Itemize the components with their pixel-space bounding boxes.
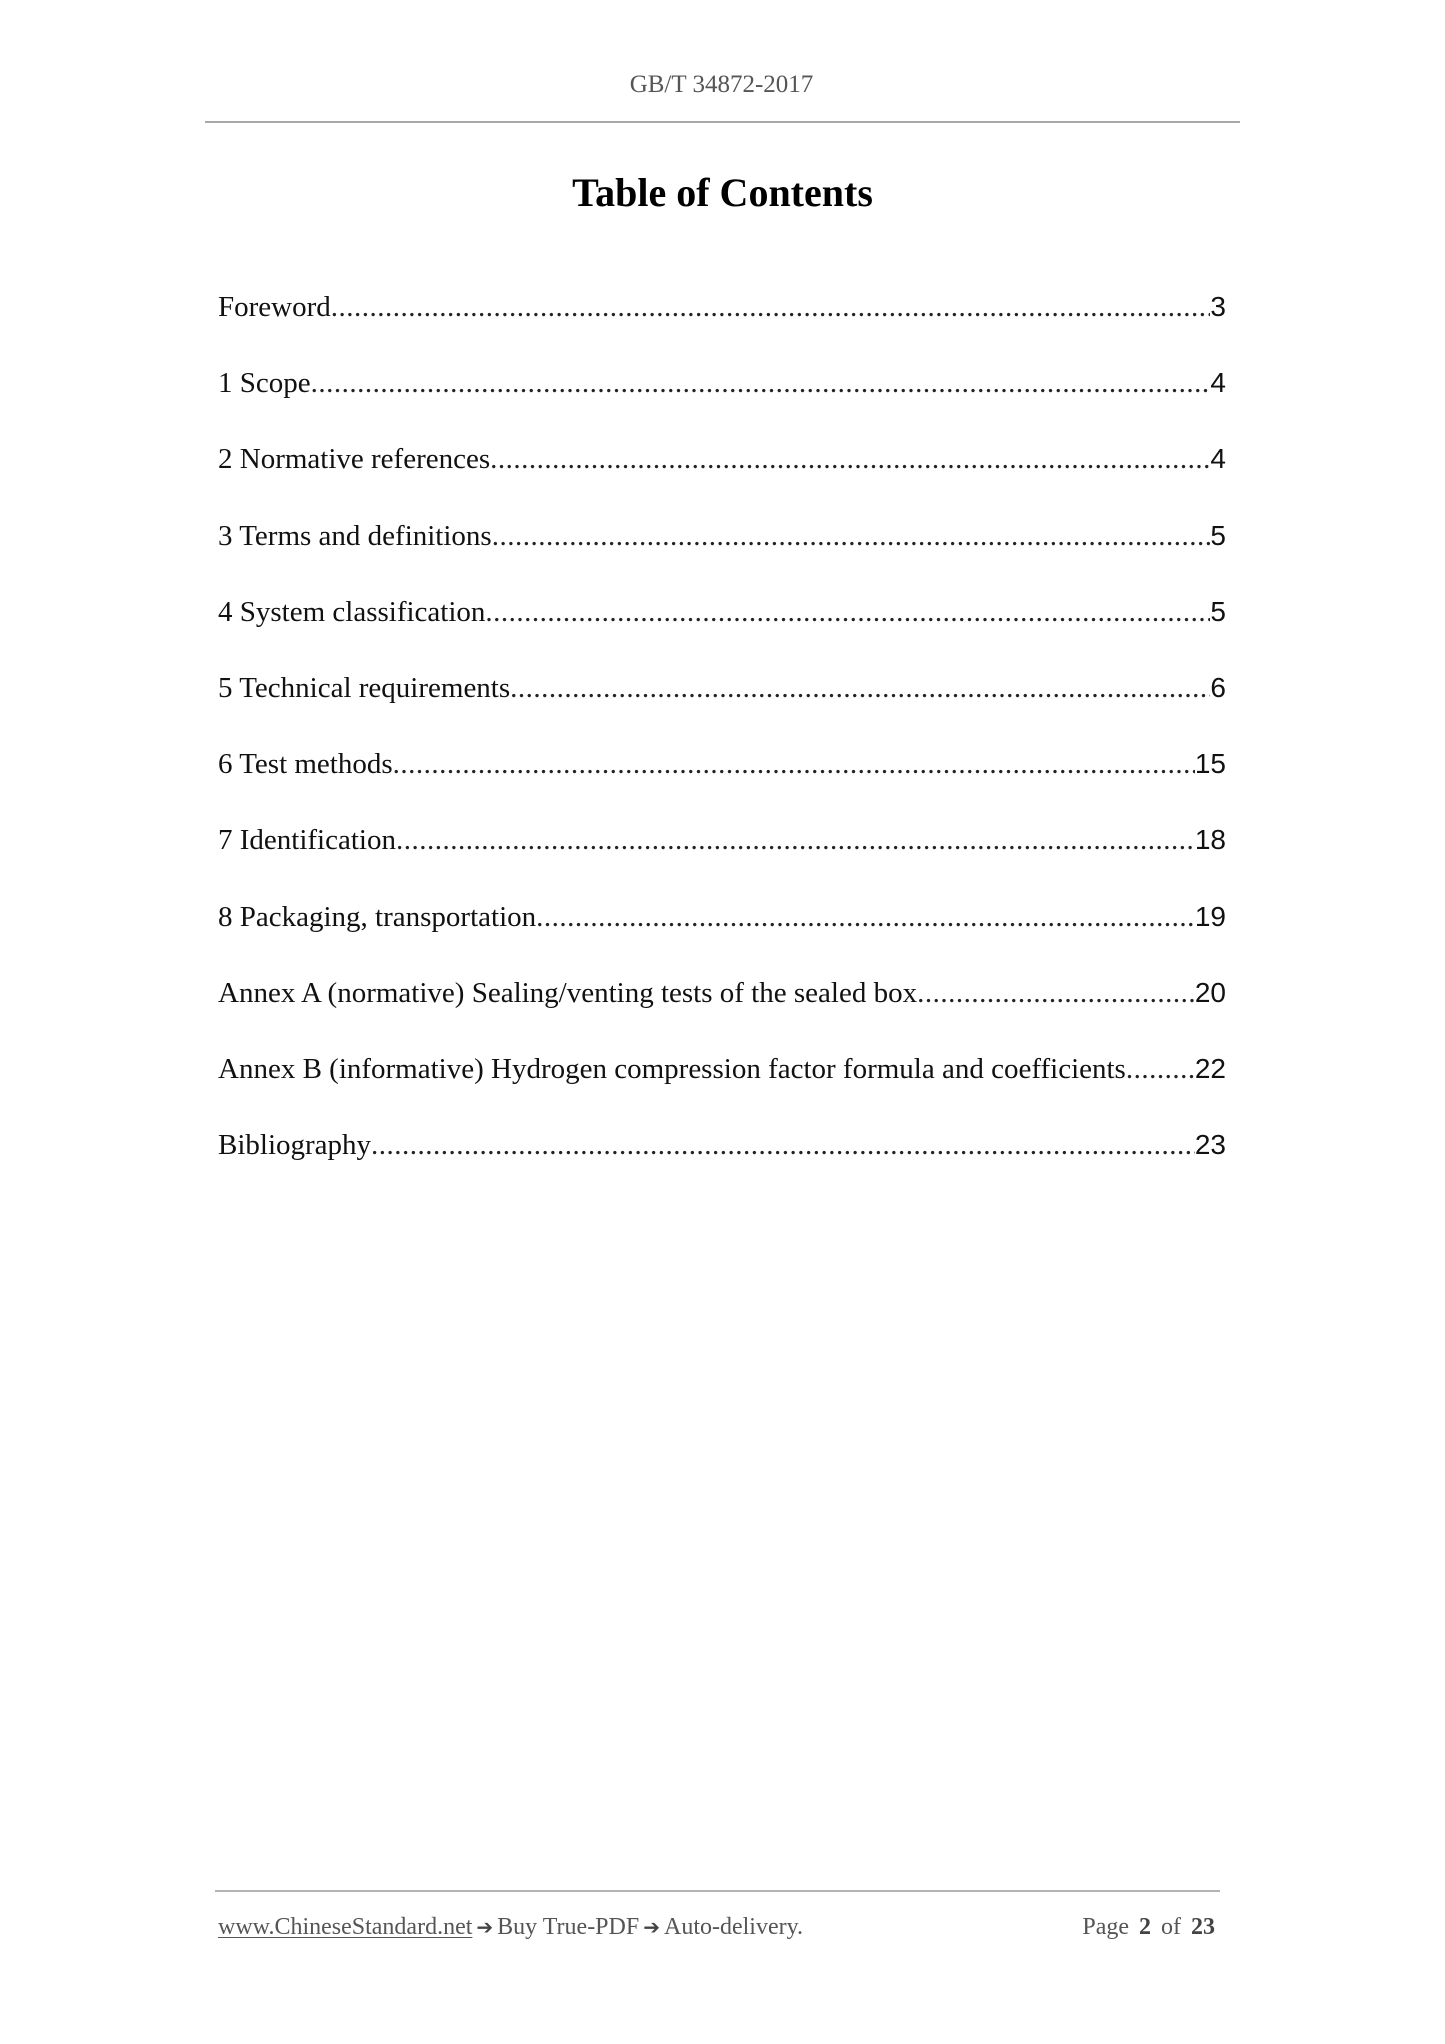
toc-entry-annex-b[interactable] — [218, 1051, 1226, 1127]
toc-entry-label: Bibliography — [218, 1129, 372, 1162]
document-id: GB/T 34872-2017 — [629, 71, 814, 98]
dot-leader — [492, 518, 1211, 554]
toc-entry-page: 22 — [1194, 1052, 1226, 1084]
chinesestandard-link[interactable]: www.ChineseStandard.net — [218, 1914, 473, 1940]
header-divider — [205, 121, 1240, 123]
toc-entry-page: 5 — [1210, 595, 1226, 627]
toc-entry-label: 1 Scope — [218, 367, 311, 400]
toc-entry-page: 23 — [1194, 1129, 1226, 1161]
current-page-number: 2 — [1139, 1914, 1151, 1940]
toc-entry-annex-a[interactable] — [218, 975, 1226, 1051]
dot-leader — [396, 822, 1195, 858]
dot-leader — [393, 746, 1195, 782]
total-pages-number: 23 — [1191, 1914, 1215, 1940]
toc-entry-foreword[interactable] — [218, 289, 1226, 365]
dot-leader — [490, 441, 1210, 477]
dot-leader — [536, 899, 1195, 935]
toc-entry-label: 6 Test methods — [218, 748, 393, 781]
page-footer — [218, 1912, 1218, 1942]
toc-entry-normative-references[interactable] — [218, 441, 1226, 517]
toc-entry-page: 5 — [1210, 519, 1226, 551]
toc-entry-label: 4 System classification — [218, 595, 486, 628]
toc-entry-page: 20 — [1194, 976, 1226, 1008]
toc-entry-system-classification[interactable] — [218, 594, 1226, 670]
toc-entry-identification[interactable] — [218, 822, 1226, 898]
toc-entry-test-methods[interactable] — [218, 746, 1226, 822]
toc-entry-page: 18 — [1194, 824, 1226, 856]
footer-promo — [218, 1912, 803, 1942]
toc-entry-scope[interactable] — [218, 365, 1226, 441]
page-header — [0, 70, 1445, 100]
footer-step-delivery: Auto-delivery. — [663, 1914, 804, 1940]
toc-entry-page: 15 — [1194, 748, 1226, 780]
footer-divider — [215, 1890, 1220, 1892]
toc-entry-label: 2 Normative references — [218, 443, 491, 476]
toc-entry-label: 5 Technical requirements — [218, 671, 511, 704]
dot-leader — [311, 365, 1211, 401]
toc-entry-label: Annex A (normative) Sealing/venting tests of the sealed box — [218, 976, 918, 1009]
dot-leader — [485, 594, 1210, 630]
page-word: Page — [1082, 1914, 1129, 1940]
right-arrow-icon: ➔ — [643, 1915, 660, 1939]
right-arrow-icon: ➔ — [476, 1915, 494, 1939]
toc-entry-page: 4 — [1210, 367, 1226, 399]
of-word: of — [1161, 1914, 1181, 1940]
page-title: Table of Contents — [572, 170, 873, 215]
dot-leader — [331, 289, 1211, 325]
dot-leader — [917, 975, 1195, 1011]
toc-entry-label: 8 Packaging, transportation — [218, 900, 537, 933]
toc-entry-label: Annex B (informative) Hydrogen compression factor formula and coefficients — [218, 1052, 1126, 1085]
toc-entry-page: 19 — [1194, 900, 1226, 932]
page-indicator — [1082, 1912, 1215, 1942]
dot-leader — [510, 670, 1210, 706]
toc-entry-page: 3 — [1210, 291, 1226, 322]
toc-entry-page: 6 — [1210, 671, 1226, 703]
toc-entry-packaging-transportation[interactable] — [218, 899, 1226, 975]
toc-entry-bibliography[interactable] — [218, 1127, 1226, 1203]
toc-list — [218, 289, 1226, 1203]
footer-step-buy: Buy True-PDF — [497, 1914, 640, 1940]
toc-entry-label: 3 Terms and definitions — [218, 519, 492, 552]
toc-entry-label: 7 Identification — [218, 824, 396, 857]
toc-entry-label: Foreword — [218, 291, 331, 323]
toc-entry-terms-and-definitions[interactable] — [218, 518, 1226, 594]
toc-entry-technical-requirements[interactable] — [218, 670, 1226, 746]
dot-leader — [371, 1127, 1195, 1163]
dot-leader — [1126, 1051, 1195, 1087]
toc-entry-page: 4 — [1210, 443, 1226, 475]
